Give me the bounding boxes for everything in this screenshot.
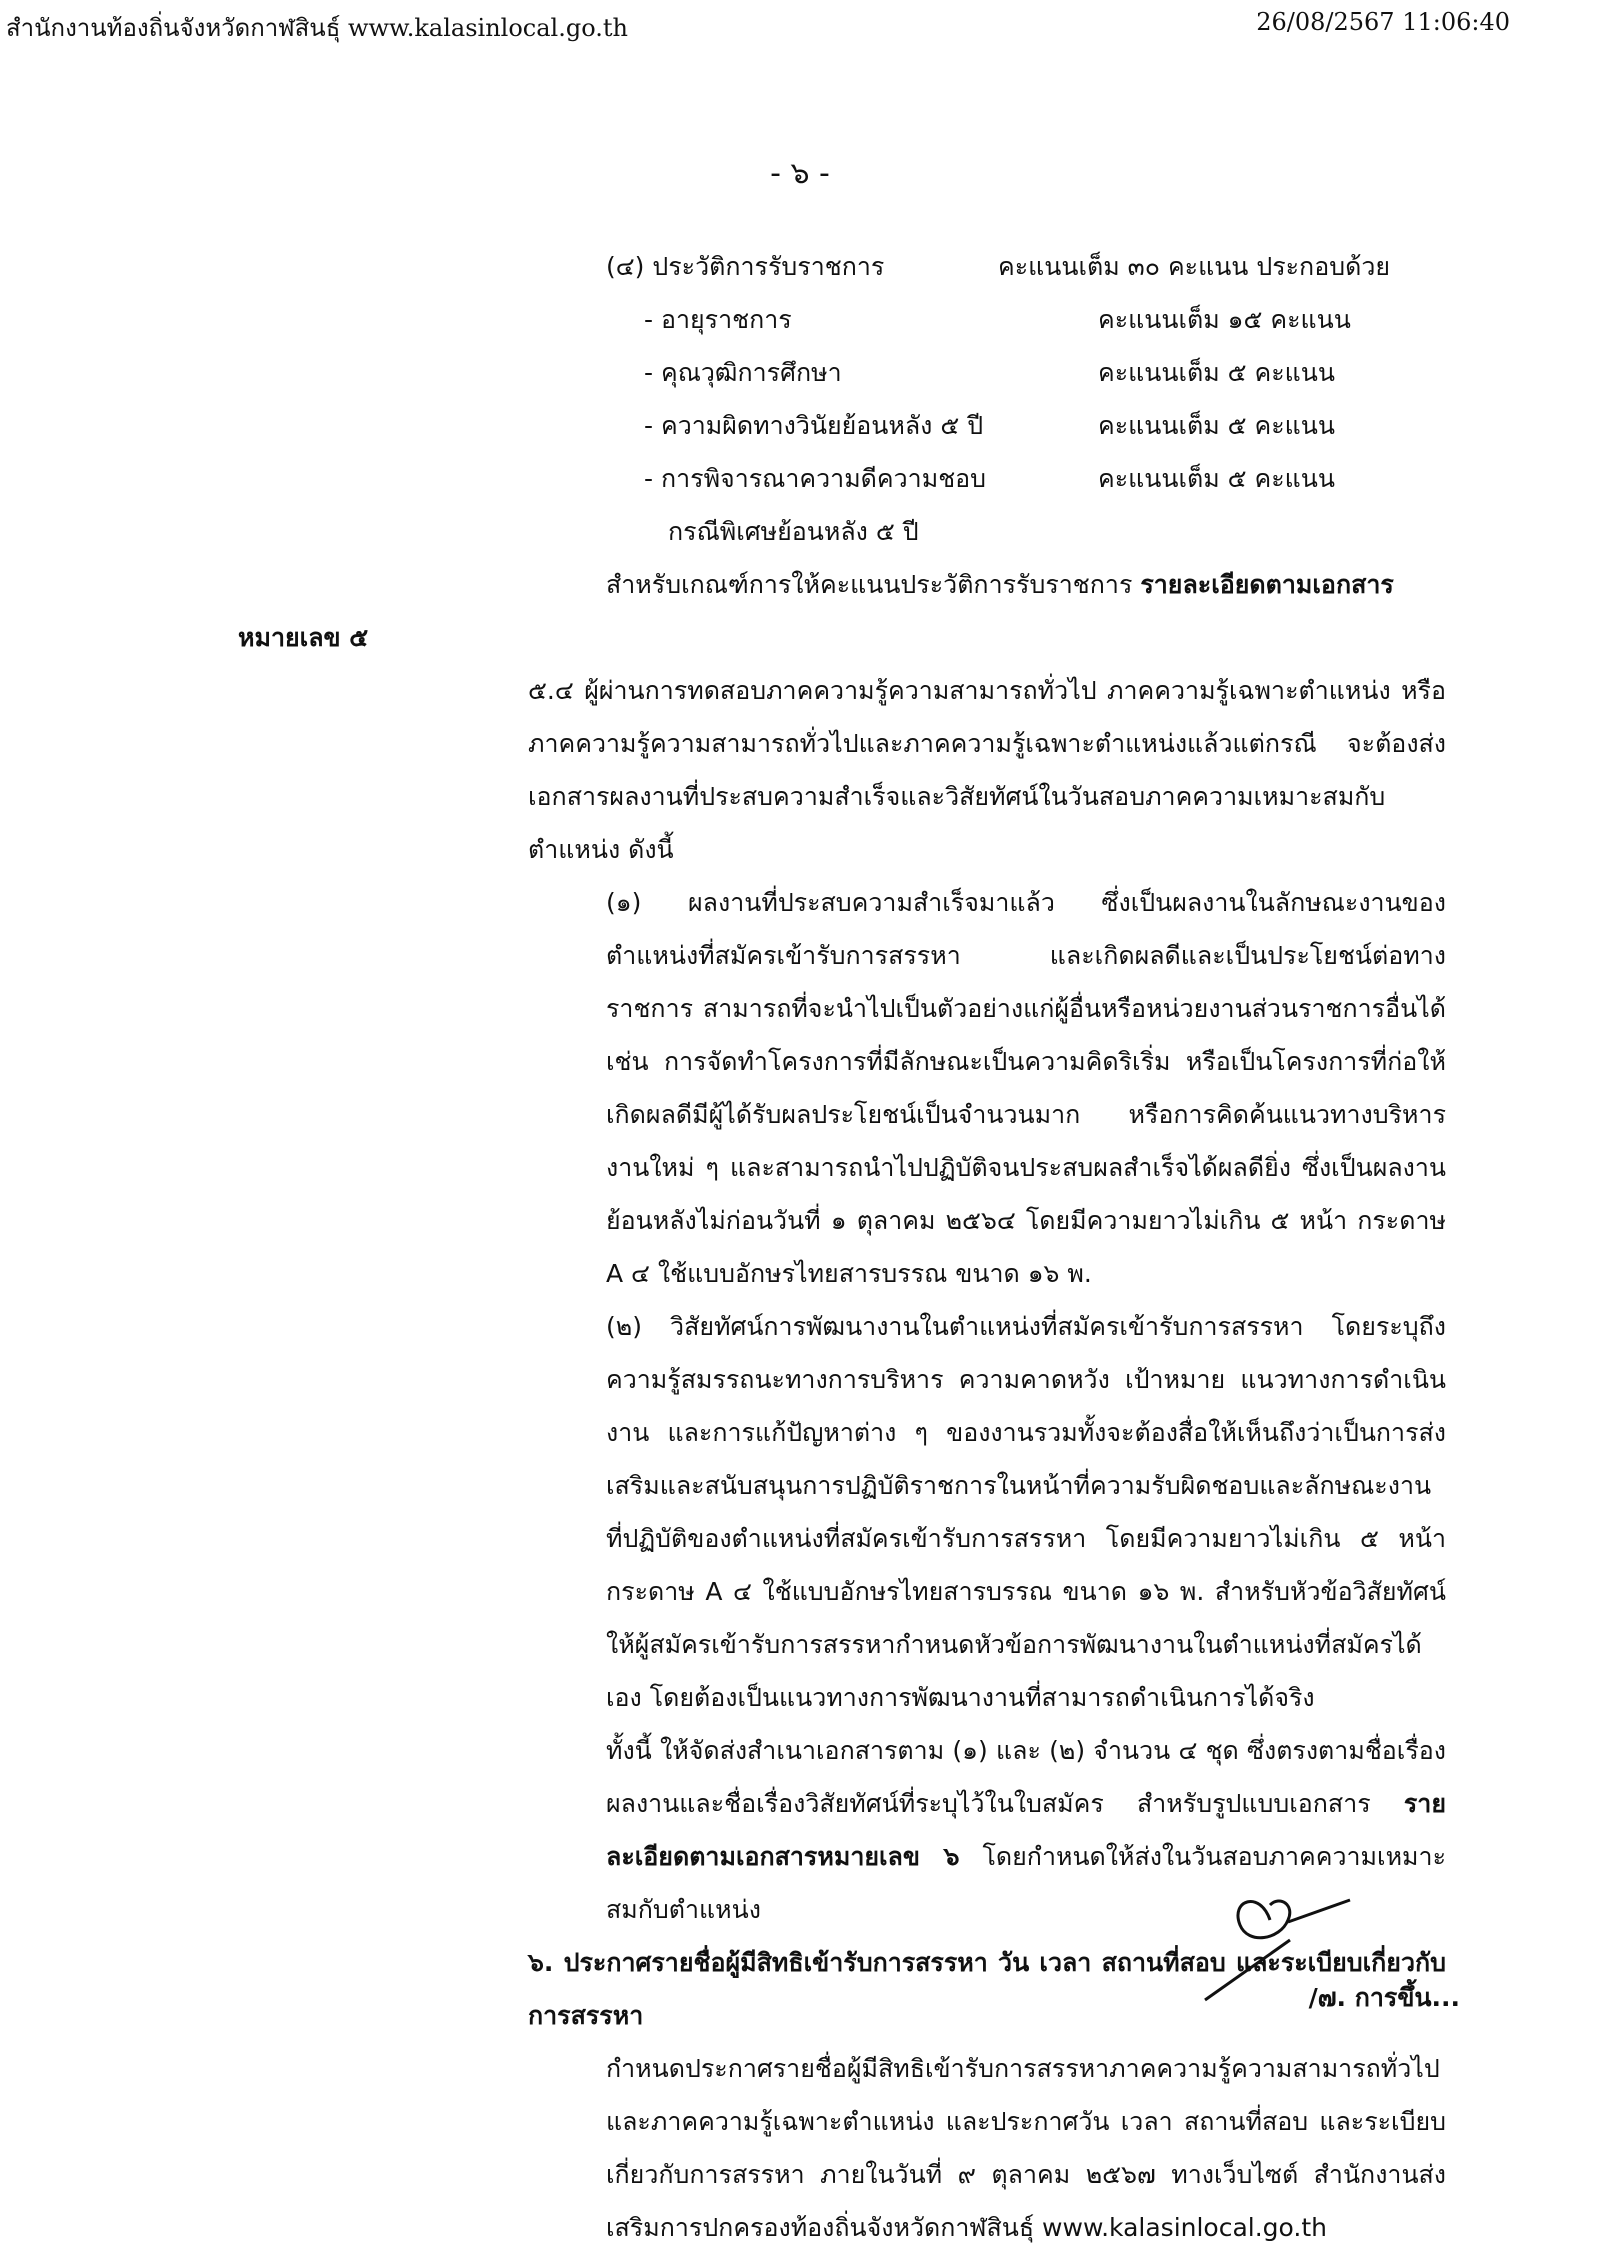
section-5-4-intro: ๕.๔ ผู้ผ่านการทดสอบภาคความรู้ความสามารถทั่วไป ภาคความรู้เฉพาะตำแหน่ง หรือภาคความรู้ความสามารถทั่วไปและภาคความรู้เฉพาะตำแหน่งแล้วแต่กรณี จะต้องส่งเอกสารผลงานที่ประสบความสำเร็จและวิสัยทัศน์ในวันสอบภาคความเหมาะสมกับตำแหน่ง ดังนี้ xyxy=(528,676,1446,864)
criteria-note-ref-cont: หมายเลข ๕ xyxy=(238,623,369,652)
next-page-reference: /๗. การขึ้น... xyxy=(1308,1983,1460,2012)
criteria-item-label: - อายุราชการ xyxy=(644,305,792,334)
criteria-item-score: คะแนนเต็ม ๑๕ คะแนน xyxy=(1098,305,1351,334)
criteria-item-row xyxy=(238,346,1446,399)
criteria-title-score: คะแนนเต็ม ๓๐ คะแนน ประกอบด้วย xyxy=(998,252,1391,281)
header-source: สำนักงานท้องถิ่นจังหวัดกาฬสินธุ์ www.kalasinlocal.go.th xyxy=(6,14,628,42)
criteria-item-label: - การพิจารณาความดีความชอบ xyxy=(644,464,987,493)
criteria-item-score: คะแนนเต็ม ๕ คะแนน xyxy=(1098,411,1335,440)
section-6-text: กำหนดประกาศรายชื่อผู้มีสิทธิเข้ารับการสรรหาภาคความรู้ความสามารถทั่วไปและภาคความรู้เฉพาะตำแหน่ง และประกาศวัน เวลา สถานที่สอบ และระเบียบเกี่ยวกับการสรรหา ภายในวันที่ ๙ ตุลาคม ๒๕๖๗ ทางเว็บไซต์ สำนักงานส่งเสริมการปกครองท้องถิ่นจังหวัดกาฬสินธุ์ www.kalasinlocal.go.th xyxy=(606,2054,1446,2242)
criteria-item-label: - คุณวุฒิการศึกษา xyxy=(644,358,842,387)
submission-ref: รายละเอียดตามเอกสารหมายเลข ๖ xyxy=(606,1789,1446,1871)
section-6-heading: ๖. ประกาศรายชื่อผู้มีสิทธิเข้ารับการสรรหา วัน เวลา สถานที่สอบ และระเบียบเกี่ยวกับการสรรหา xyxy=(528,1948,1446,2030)
page-number: - ๖ - xyxy=(770,156,830,191)
criteria-item-label: - ความผิดทางวินัยย้อนหลัง ๕ ปี xyxy=(644,411,984,440)
section-5-4-submission: ทั้งนี้ ให้จัดส่งสำเนาเอกสารตาม (๑) และ (๒) จำนวน ๔ ชุด ซึ่งตรงตามชื่อเรื่องผลงานและชื่อเรื่องวิสัยทัศน์ที่ระบุไว้ในใบสมัคร สำหรับรูปแบบเอกสาร รายละเอียดตามเอกสารหมายเลข ๖ โดยกำหนดให้ส่งในวันสอบภาคความเหมาะสมกับตำแหน่ง xyxy=(606,1736,1446,1924)
criteria-note-ref: รายละเอียดตามเอกสาร xyxy=(1140,570,1394,599)
criteria-item-score: คะแนนเต็ม ๕ คะแนน xyxy=(1098,358,1335,387)
criteria-note: สำหรับเกณฑ์การให้คะแนนประวัติการรับราชการ รายละเอียดตามเอกสาร xyxy=(606,570,1394,599)
criteria-item-row xyxy=(238,399,1446,452)
header-timestamp: 26/08/2567 11:06:40 xyxy=(1256,8,1510,36)
criteria-title: (๔) ประวัติการรับราชการ xyxy=(606,252,885,281)
criteria-item-row xyxy=(238,452,1446,505)
criteria-title-row xyxy=(238,240,1446,293)
section-5-4-item-2: (๒) วิสัยทัศน์การพัฒนางานในตำแหน่งที่สมัครเข้ารับการสรรหา โดยระบุถึงความรู้สมรรถนะทางการบริหาร ความคาดหวัง เป้าหมาย แนวทางการดำเนินงาน และการแก้ปัญหาต่าง ๆ ของงานรวมทั้งจะต้องสื่อให้เห็นถึงว่าเป็นการส่งเสริมและสนับสนุนการปฏิบัติราชการในหน้าที่ความรับผิดชอบและลักษณะงานที่ปฏิบัติของตำแหน่งที่สมัครเข้ารับการสรรหา โดยมีความยาวไม่เกิน ๕ หน้า กระดาษ A ๔ ใช้แบบอักษรไทยสารบรรณ ขนาด ๑๖ พ. สำหรับหัวข้อวิสัยทัศน์ให้ผู้สมัครเข้ารับการสรรหากำหนดหัวข้อการพัฒนางานในตำแหน่งที่สมัครได้เอง โดยต้องเป็นแนวทางการพัฒนางานที่สามารถดำเนินการได้จริง xyxy=(606,1312,1446,1712)
criteria-item-row xyxy=(238,293,1446,346)
criteria-item-score: คะแนนเต็ม ๕ คะแนน xyxy=(1098,464,1335,493)
section-5-4-item-1: (๑) ผลงานที่ประสบความสำเร็จมาแล้ว ซึ่งเป็นผลงานในลักษณะงานของตำแหน่งที่สมัครเข้ารับการสรรหา และเกิดผลดีและเป็นประโยชน์ต่อทางราชการ สามารถที่จะนำไปเป็นตัวอย่างแก่ผู้อื่นหรือหน่วยงานส่วนราชการอื่นได้ เช่น การจัดทำโครงการที่มีลักษณะเป็นความคิดริเริ่ม หรือเป็นโครงการที่ก่อให้เกิดผลดีมีผู้ได้รับผลประโยชน์เป็นจำนวนมาก หรือการคิดค้นแนวทางบริหารงานใหม่ ๆ และสามารถนำไปปฏิบัติจนประสบผลสำเร็จได้ผลดียิ่ง ซึ่งเป็นผลงานย้อนหลังไม่ก่อนวันที่ ๑ ตุลาคม ๒๕๖๔ โดยมีความยาวไม่เกิน ๕ หน้า กระดาษ A ๔ ใช้แบบอักษรไทยสารบรรณ ขนาด ๑๖ พ. xyxy=(606,888,1446,1288)
criteria-item-continuation: กรณีพิเศษย้อนหลัง ๕ ปี xyxy=(668,517,919,546)
